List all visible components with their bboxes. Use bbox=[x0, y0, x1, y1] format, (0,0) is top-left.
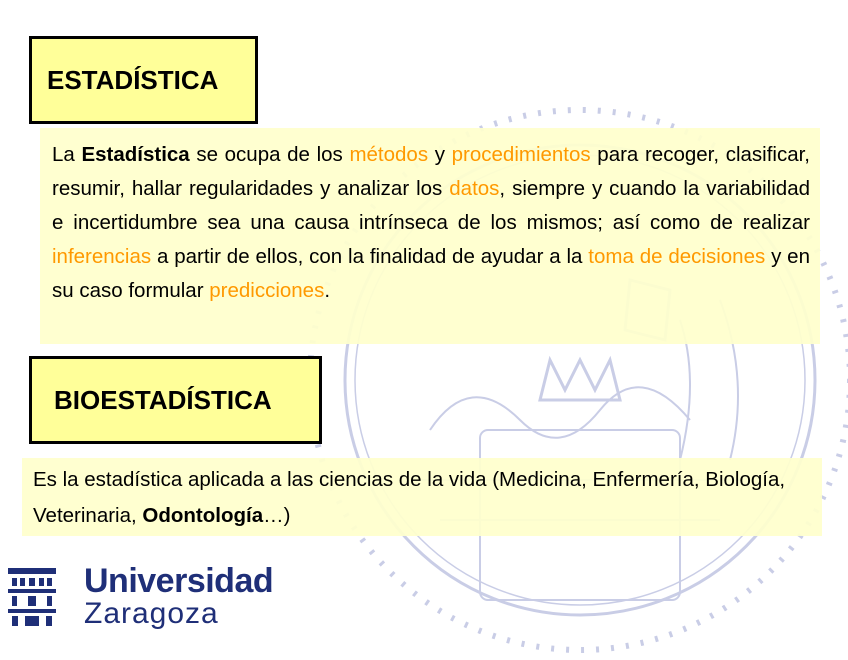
definition-panel-bioestadistica bbox=[22, 458, 822, 536]
highlight-predicciones: predicciones bbox=[209, 279, 325, 302]
text-run: …) bbox=[263, 504, 291, 527]
section-title-estadistica: ESTADÍSTICA bbox=[29, 36, 258, 124]
text-run: para recoger, clasificar, resumir, hallar regularidades y analizar los bbox=[52, 143, 810, 200]
text-run: y en su caso formular bbox=[52, 245, 810, 302]
term-estadistica: Estadística bbox=[81, 143, 190, 166]
text-run: y bbox=[428, 143, 452, 166]
definition-panel-estadistica bbox=[40, 128, 820, 344]
highlight-procedimientos: procedimientos bbox=[451, 143, 591, 166]
text-run: La bbox=[52, 143, 82, 166]
text-run: Es la estadística aplicada a las ciencias de la vida (Medicina, Enfermería, Biología, Veterinaria, bbox=[33, 468, 786, 527]
text-run: a partir de ellos, con la finalidad de ayudar a la bbox=[151, 245, 589, 268]
text-run: se ocupa de los bbox=[189, 143, 350, 166]
highlight-toma-de-decisiones: toma de decisiones bbox=[588, 245, 766, 268]
highlight-datos: datos bbox=[449, 177, 500, 200]
university-building-icon bbox=[6, 566, 58, 628]
text-run: , siempre y cuando la variabilidad e incertidumbre sea una causa intrínseca de los mismos; así como de realizar bbox=[52, 177, 810, 234]
section-title-bioestadistica: BIOESTADÍSTICA bbox=[29, 356, 322, 444]
highlight-metodos: métodos bbox=[349, 143, 429, 166]
text-run: . bbox=[324, 279, 331, 302]
term-odontologia: Odontología bbox=[142, 504, 264, 527]
university-name: Universidad bbox=[84, 562, 274, 600]
university-city: Zaragoza bbox=[84, 597, 219, 630]
highlight-inferencias: inferencias bbox=[52, 245, 152, 268]
